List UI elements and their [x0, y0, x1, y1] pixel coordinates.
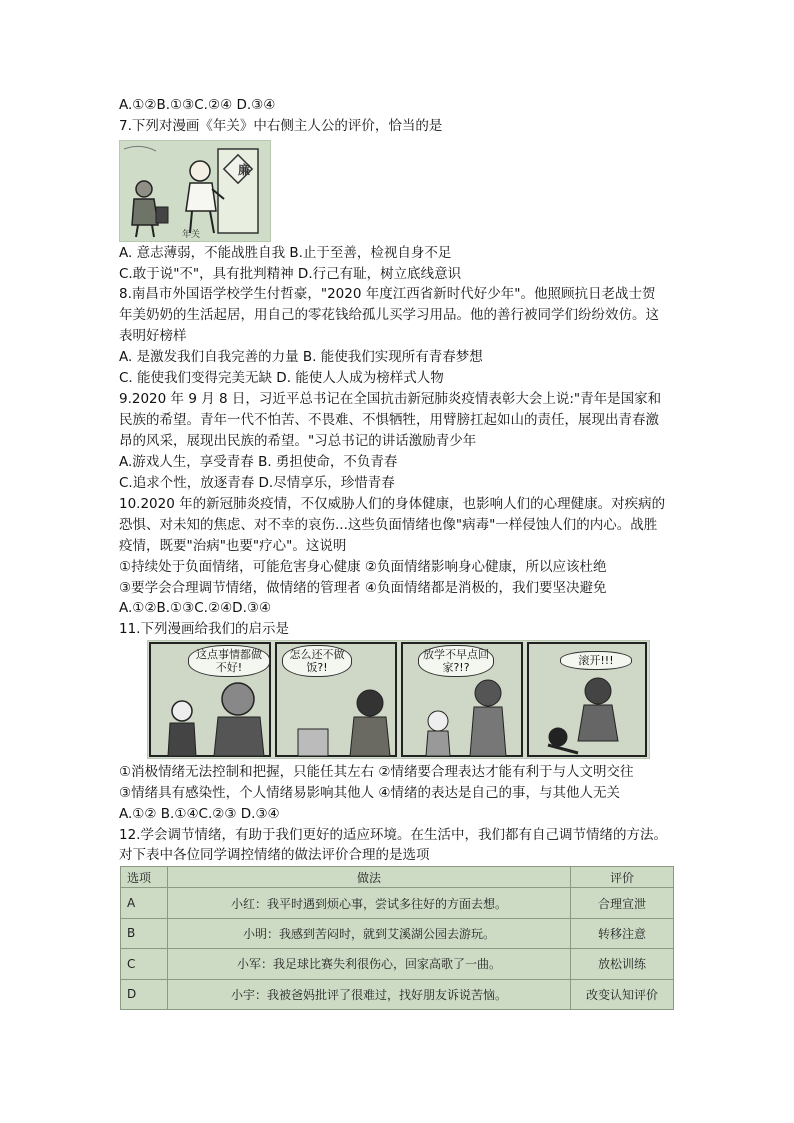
q9-stem-line1: 9.2020 年 9 月 8 日，习近平总书记在全国抗击新冠肺炎疫情表彰大会上说:"青年是国家和	[119, 391, 662, 407]
table-cell-evaluation: 合理宣泄	[571, 888, 674, 918]
table-header-option: 选项	[121, 867, 168, 888]
table-cell-evaluation: 改变认知评价	[571, 979, 674, 1009]
q7-options-line1: A. 意志薄弱，不能战胜自我 B.止于至善，检视自身不足	[119, 245, 452, 261]
q9-stem-line3: 昂的风采，展现出民族的希望。"习总书记的讲话激励青少年	[119, 433, 477, 449]
q8-stem-line3: 表明好榜样	[119, 328, 187, 344]
q8-stem-line2: 年美奶奶的生活起居，用自己的零花钱给孤儿买学习用品。他的善行被同学们纷纷效仿。这	[119, 307, 659, 323]
q8-options-line2: C. 能使我们变得完美无缺 D. 能使人人成为榜样式人物	[119, 370, 444, 386]
table-row	[121, 918, 674, 948]
q10-stem-line3: 疫情，既要"治病"也要"疗心"。这说明	[119, 538, 347, 554]
q10-stem-line2: 恐惧、对未知的焦虑、对不幸的哀伤...这些负面情绪也像"病毒"一样侵蚀人们的内心。战胜	[119, 517, 658, 533]
q7-cartoon-sign: 廉	[238, 163, 251, 177]
q11-comic-strip	[147, 640, 650, 759]
q8-stem-line1: 8.南昌市外国语学校学生付哲豪，"2020 年度江西省新时代好少年"。他照顾抗日老战士贺	[119, 286, 656, 302]
table-row	[121, 979, 674, 1009]
table-cell-method: 小红：我平时遇到烦心事，尝试多往好的方面去想。	[168, 888, 571, 918]
q7-cartoon-drawing	[120, 141, 270, 241]
q10-item-line1: ①持续处于负面情绪，可能危害身心健康 ②负面情绪影响身心健康，所以应该杜绝	[119, 559, 607, 575]
q11-options: A.①② B.①④C.②③ D.③④	[119, 806, 280, 822]
q12-stem-line1: 12.学会调节情绪，有助于我们更好的适应环境。在生活中，我们都有自己调节情绪的方法。	[119, 827, 667, 843]
q11-bubble-1: 这点事情都做不好!	[188, 645, 270, 677]
q11-stem: 11.下列漫画给我们的启示是	[119, 621, 289, 637]
q11-bubble-3: 放学不早点回家?!?	[418, 645, 494, 677]
q12-stem-line2: 对下表中各位同学调控情绪的做法评价合理的是选项	[119, 847, 430, 863]
table-cell-option: C	[121, 949, 168, 979]
q8-options-line1: A. 是激发我们自我完善的力量 B. 能使我们实现所有青春梦想	[119, 349, 483, 365]
q6-options: A.①②B.①③C.②④ D.③④	[119, 97, 276, 113]
q7-cartoon-caption: 年关	[182, 230, 201, 240]
table-cell-method: 小军：我足球比赛失利很伤心，回家高歌了一曲。	[168, 949, 571, 979]
q10-options: A.①②B.①③C.②④D.③④	[119, 600, 272, 616]
q9-stem-line2: 民族的希望。青年一代不怕苦、不畏难、不惧牺牲，用臂膀扛起如山的责任，展现出青春激	[119, 412, 659, 428]
table-cell-option: B	[121, 918, 168, 948]
q7-options-line2: C.敢于说"不"，具有批判精神 D.行己有耻，树立底线意识	[119, 266, 462, 282]
table-row	[121, 949, 674, 979]
table-header-method: 做法	[168, 867, 571, 888]
table-cell-method: 小明：我感到苦闷时，就到艾溪湖公园去游玩。	[168, 918, 571, 948]
q7-cartoon-image	[119, 140, 271, 242]
q7-stem: 7.下列对漫画《年关》中右侧主人公的评价，恰当的是	[119, 118, 443, 134]
table-row	[121, 888, 674, 918]
q11-item-line1: ①消极情绪无法控制和把握，只能任其左右 ②情绪要合理表达才能有利于与人文明交往	[119, 764, 634, 780]
q11-bubble-4: 滚开!!!	[560, 651, 632, 670]
q10-stem-line1: 10.2020 年的新冠肺炎疫情，不仅威胁人们的身体健康，也影响人们的心理健康。对疾病的	[119, 496, 666, 512]
table-cell-evaluation: 放松训练	[571, 949, 674, 979]
table-cell-option: A	[121, 888, 168, 918]
q9-options-line2: C.追求个性，放逐青春 D.尽情享乐，珍惜青春	[119, 475, 395, 491]
table-cell-evaluation: 转移注意	[571, 918, 674, 948]
table-header-evaluation: 评价	[571, 867, 674, 888]
q11-bubble-2: 怎么还不做饭?!	[282, 645, 352, 677]
table-cell-option: D	[121, 979, 168, 1009]
table-cell-method: 小宇：我被爸妈批评了很难过，找好朋友诉说苦恼。	[168, 979, 571, 1009]
q11-item-line2: ③情绪具有感染性，个人情绪易影响其他人 ④情绪的表达是自己的事，与其他人无关	[119, 785, 620, 801]
q10-item-line2: ③要学会合理调节情绪，做情绪的管理者 ④负面情绪都是消极的，我们要坚决避免	[119, 580, 607, 596]
q12-table	[120, 866, 674, 1010]
table-header-row	[121, 867, 674, 888]
q9-options-line1: A.游戏人生，享受青春 B. 勇担使命，不负青春	[119, 454, 398, 470]
